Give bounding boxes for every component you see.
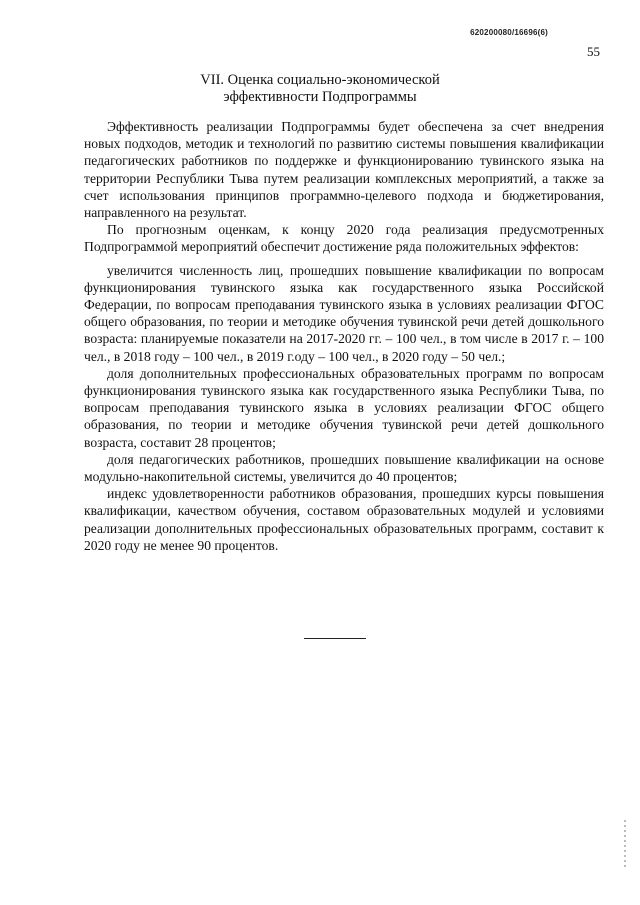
page-number: 55 [587, 44, 600, 59]
section-heading [0, 72, 640, 105]
paragraph-satisfaction-index: индекс удовлетворенности работников образования, прошедших курсы повышения квалификации, качеством обучения, составом образовательных модулей и условиями реализации дополнительных профессиональных образовательных программ, составит к 2020 году не менее 90 процентов. [84, 486, 604, 553]
document-id: 620200080/16696(6) [470, 28, 548, 37]
paragraph-programs-share: доля дополнительных профессиональных образовательных программ по вопросам функционирования тувинского языка как государственного языка Республики Тыва, по вопросам преподавания тувинского языка в условиях реализации ФГОС общего образования, по теории и методике обучения тувинской речи детей дошкольного возраста, составит 28 процентов; [84, 365, 604, 450]
end-divider [304, 638, 366, 639]
paragraph-teachers-share: доля педагогических работников, прошедших повышение квалификации на основе модульно-накопительной системы, увеличится до 40 процентов; [84, 451, 604, 485]
section-heading-line-1: VII. Оценка социально-экономической [200, 72, 440, 88]
scan-edge-mark [624, 820, 626, 870]
section-heading-line-2: эффективности Подпрограммы [223, 88, 417, 105]
paragraph-forecast: По прогнозным оценкам, к концу 2020 года реализация предусмотренных Подпрограммой мероприятий обеспечит достижение ряда положительных эффектов: [84, 222, 604, 255]
paragraph-qualified-persons: увеличится численность лиц, прошедших повышение квалификации по вопросам функционирования тувинского языка как государственного языка Российской Федерации, по вопросам преподавания тувинского языка в условиях реализации ФГОС общего образования, по теории и методике обучения тувинской речи детей дошкольного возраста: планируемые показатели на 2017-2020 гг. – 100 чел., в том числе в 2017 г. – 100 чел., в 2018 году – 100 чел., в 2019 г.оду – 100 чел., в 2020 году – 50 чел.; [84, 262, 604, 364]
paragraph-effectiveness: Эффективность реализации Подпрограммы будет обеспечена за счет внедрения новых подходов, методик и технологий по развитию системы повышения квалификации педагогических работников по поддержке и функционированию тувинского языка на территории Республики Тыва путем реализации комплексных мероприятий, а также за счет использования принципов программно-целевого подхода и бюджетирования, направленного на результат. [84, 119, 604, 221]
document-body [84, 118, 604, 554]
